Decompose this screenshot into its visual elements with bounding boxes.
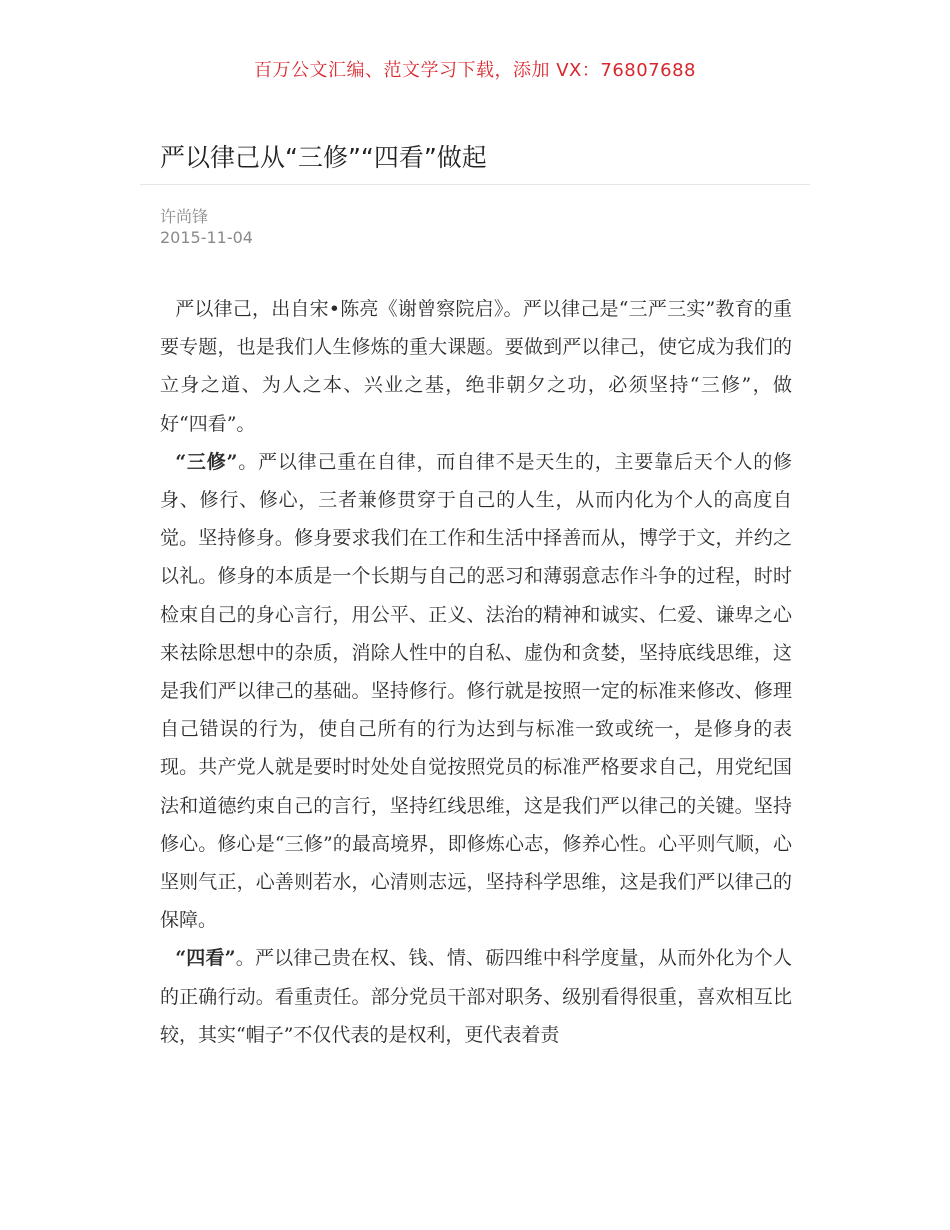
paragraph-lead: “三修” [175, 450, 238, 473]
paragraph-intro [160, 290, 792, 443]
title-divider [140, 184, 810, 185]
paragraph-text: 。严以律己贵在权、钱、情、砺四维中科学度量，从而外化为个人的正确行动。看重责任。部分党员干部对职务、级别看得很重，喜欢相互比较，其实“帽子”不仅代表的是权利，更代表着责 [160, 947, 792, 1046]
watermark-banner: 百万公文汇编、范文学习下载，添加 VX：76807688 [254, 60, 696, 81]
paragraph-text: 严以律己，出自宋•陈亮《谢曾察院启》。严以律己是“三严三实”教育的重要专题，也是我们人生修炼的重大课题。要做到严以律己，使它成为我们的立身之道、为人之本、兴业之基，绝非朝夕之功，必须坚持“三修”，做好“四看”。 [160, 298, 792, 435]
article-date: 2015-11-04 [160, 228, 253, 247]
paragraph-san-xiu [160, 443, 792, 940]
paragraph-si-kan [160, 939, 792, 1054]
article-author: 许尚锋 [160, 207, 209, 226]
paragraph-text: 。严以律己重在自律，而自律不是天生的，主要靠后天个人的修身、修行、修心，三者兼修贯穿于自己的人生，从而内化为个人的高度自觉。坚持修身。修身要求我们在工作和生活中择善而从，博学于文，并约之以礼。修身的本质是一个长期与自己的恶习和薄弱意志作斗争的过程，时时检束自己的身心言行，用公平、正义、法治的精神和诚实、仁爱、谦卑之心来祛除思想中的杂质，消除人性中的自私、虚伪和贪婪，坚持底线思维，这是我们严以律己的基础。坚持修行。修行就是按照一定的标准来修改、修理自己错误的行为，使自己所有的行为达到与标准一致或统一，是修身的表现。共产党人就是要时时处处自觉按照党员的标准严格要求自己，用党纪国法和道德约束自己的言行，坚持红线思维，这是我们严以律己的关键。坚持修心。修心是“三修”的最高境界，即修炼心志，修养心性。心平则气顺，心坚则气正，心善则若水，心清则志远，坚持科学思维，这是我们严以律己的保障。 [160, 450, 792, 932]
paragraph-lead: “四看” [175, 947, 236, 970]
article-title: 严以律己从“三修”“四看”做起 [160, 143, 487, 172]
article-body [160, 290, 792, 1054]
